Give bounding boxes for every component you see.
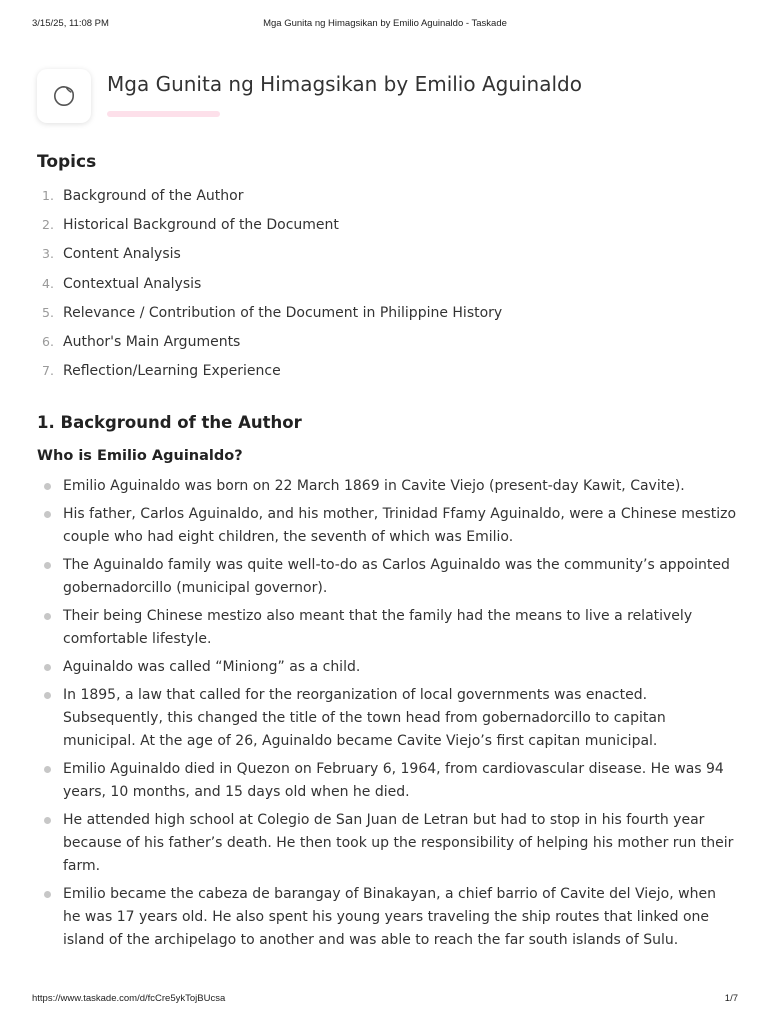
bullet-dot [44,817,51,824]
bullet-item[interactable] [37,809,737,878]
bullet-text: Emilio Aguinaldo was born on 22 March 1869 in Cavite Viejo (present-day Kawit, Cavite). [63,478,685,494]
print-url: https://www.taskade.com/d/fcCre5ykTojBUcsa [32,993,226,1004]
bullet-text: His father, Carlos Aguinaldo, and his mother, Trinidad Ffamy Aguinaldo, were a Chinese mestizo couple who had eight children, the seventh of which was Emilio. [63,506,737,545]
bullet-text: Aguinaldo was called “Miniong” as a child. [63,659,361,675]
topic-item[interactable] [37,184,737,213]
doc-circle-icon [52,84,76,108]
topic-item[interactable] [37,330,737,359]
topic-item[interactable] [37,301,737,330]
print-page-title: Mga Gunita ng Himagsikan by Emilio Aguinaldo - Taskade [263,18,507,29]
bullet-item[interactable] [37,475,737,498]
title-underline [107,111,220,117]
topic-text: Contextual Analysis [63,275,202,292]
section-heading: 1. Background of the Author [37,413,302,432]
topic-text: Background of the Author [63,188,244,204]
bullet-text: Their being Chinese mestizo also meant that the family had the means to live a relatively comfortable lifestyle. [63,608,693,647]
topic-item[interactable] [37,242,737,271]
bullet-dot [44,766,51,773]
topic-number: 6. [42,333,54,349]
topic-item[interactable] [37,272,737,301]
bullet-item[interactable] [37,758,737,804]
bullet-text: The Aguinaldo family was quite well-to-do as Carlos Aguinaldo was the community’s appointed gobernadorcillo (municipal governor). [63,557,730,596]
bullet-dot [44,692,51,699]
bullet-item[interactable] [37,656,737,679]
topic-number: 4. [42,275,54,291]
topic-number: 5. [42,304,54,320]
bullet-dot [44,664,51,671]
topic-text: Relevance / Contribution of the Document in Philippine History [63,304,503,321]
bullet-dot [44,483,51,490]
bullet-item[interactable] [37,605,737,651]
topic-text: Historical Background of the Document [63,217,339,234]
topic-text: Author's Main Arguments [63,333,241,350]
bullet-dot [44,562,51,569]
print-header [32,18,738,32]
topic-item[interactable] [37,359,737,388]
document-title[interactable]: Mga Gunita ng Himagsikan by Emilio Aguinaldo [107,72,582,96]
topic-number: 1. [42,188,54,203]
bullet-item[interactable] [37,554,737,600]
topic-number: 3. [42,246,54,262]
bullet-list [37,475,737,957]
topics-heading: Topics [37,152,97,172]
bullet-text: Emilio Aguinaldo died in Quezon on February 6, 1964, from cardiovascular disease. He was 94 years, 10 months, and 15 days old when he died. [63,761,724,800]
print-footer [32,993,738,1007]
bullet-item[interactable] [37,684,737,753]
topics-list [37,184,737,388]
topic-number: 7. [42,363,54,379]
bullet-dot [44,511,51,518]
print-datetime: 3/15/25, 11:08 PM [32,18,109,29]
bullet-dot [44,891,51,898]
bullet-item[interactable] [37,503,737,549]
topic-number: 2. [42,217,54,233]
document-icon-button[interactable] [37,69,91,123]
topic-text: Content Analysis [63,246,181,263]
page-number: 1/7 [724,993,738,1004]
section-subheading: Who is Emilio Aguinaldo? [37,448,243,464]
topic-item[interactable] [37,213,737,242]
bullet-dot [44,613,51,620]
topic-text: Reflection/Learning Experience [63,363,281,380]
bullet-text: In 1895, a law that called for the reorganization of local governments was enacted. Subsequently, this changed the title of the town head from gobernadorcillo to capitan municipal. At the age of 26, Aguinaldo became Cavite Viejo’s first capitan municipal. [63,687,666,749]
bullet-item[interactable] [37,883,737,952]
bullet-text: He attended high school at Colegio de San Juan de Letran but had to stop in his fourth year because of his father’s death. He then took up the responsibility of helping his mother run their farm. [63,812,734,874]
bullet-text: Emilio became the cabeza de barangay of Binakayan, a chief barrio of Cavite del Viejo, when he was 17 years old. He also spent his young years traveling the ship routes that linked one island of the archipelago to another and was able to reach the far south islands of Sulu. [63,886,716,948]
